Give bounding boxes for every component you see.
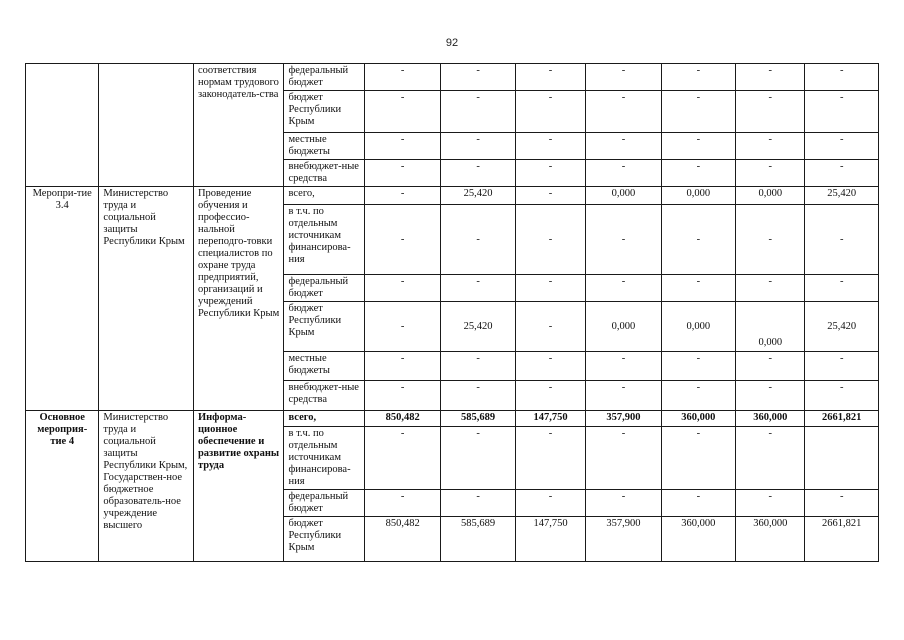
value-cell: - xyxy=(661,352,735,381)
value-cell: - xyxy=(661,133,735,160)
value-cell: - xyxy=(736,381,805,411)
funding-source-cell: бюджет Республики Крым xyxy=(284,517,364,562)
value-cell: 360,000 xyxy=(736,517,805,562)
funding-source-cell: всего, xyxy=(284,411,364,427)
value-cell: - xyxy=(515,160,585,187)
value-cell: - xyxy=(364,381,440,411)
value-cell: - xyxy=(441,160,515,187)
value-cell: - xyxy=(441,133,515,160)
value-cell: - xyxy=(736,275,805,302)
value-cell: - xyxy=(441,64,515,91)
value-cell: 0,000 xyxy=(661,302,735,352)
value-cell: - xyxy=(661,490,735,517)
table-row xyxy=(26,187,879,205)
value-cell: 2661,821 xyxy=(805,517,879,562)
value-cell: - xyxy=(441,427,515,490)
value-cell: 357,900 xyxy=(586,411,661,427)
value-cell: - xyxy=(441,381,515,411)
value-cell: - xyxy=(736,91,805,133)
value-cell: 0,000 xyxy=(736,187,805,205)
executor-cell: Министерство труда и социальной защиты Республики Крым xyxy=(99,187,194,411)
value-cell: 850,482 xyxy=(364,411,440,427)
value-cell: - xyxy=(364,133,440,160)
value-cell: 147,750 xyxy=(515,411,585,427)
value-cell: - xyxy=(441,205,515,275)
value-cell: - xyxy=(805,205,879,275)
funding-source-cell: бюджет Республики Крым xyxy=(284,302,364,352)
value-cell: - xyxy=(515,381,585,411)
value-cell xyxy=(805,427,879,490)
value-cell: - xyxy=(441,275,515,302)
value-cell: - xyxy=(661,381,735,411)
value-cell: - xyxy=(805,133,879,160)
budget-table xyxy=(25,63,879,562)
funding-source-cell: федеральный бюджет xyxy=(284,64,364,91)
value-cell: - xyxy=(805,275,879,302)
value-cell: - xyxy=(586,133,661,160)
table-row xyxy=(26,64,879,91)
funding-source-cell: в т.ч. по отдельным источникам финансирова-ния xyxy=(284,205,364,275)
value-cell: - xyxy=(515,275,585,302)
value-cell: - xyxy=(805,160,879,187)
value-cell: - xyxy=(661,160,735,187)
value-cell: - xyxy=(364,302,440,352)
value-cell: 357,900 xyxy=(586,517,661,562)
funding-source-cell: всего, xyxy=(284,187,364,205)
value-cell: 0,000 xyxy=(661,187,735,205)
value-cell: - xyxy=(586,490,661,517)
value-cell: - xyxy=(586,381,661,411)
value-cell: - xyxy=(736,427,805,490)
value-cell: 585,689 xyxy=(441,517,515,562)
value-cell: 585,689 xyxy=(441,411,515,427)
value-cell: - xyxy=(515,64,585,91)
value-cell: - xyxy=(586,352,661,381)
value-cell: - xyxy=(364,187,440,205)
value-cell: - xyxy=(805,352,879,381)
value-cell: 2661,821 xyxy=(805,411,879,427)
value-cell: - xyxy=(805,381,879,411)
value-cell: 0,000 xyxy=(586,302,661,352)
value-cell: - xyxy=(515,490,585,517)
value-cell: - xyxy=(515,427,585,490)
value-cell: 25,420 xyxy=(805,187,879,205)
value-cell: - xyxy=(364,427,440,490)
value-cell: 360,000 xyxy=(736,411,805,427)
value-cell: - xyxy=(441,490,515,517)
value-cell: 0,000 xyxy=(736,302,805,352)
value-cell: - xyxy=(661,427,735,490)
value-cell: - xyxy=(364,275,440,302)
value-cell: - xyxy=(364,205,440,275)
budget-table-body xyxy=(26,64,879,562)
value-cell: - xyxy=(736,64,805,91)
value-cell: - xyxy=(661,275,735,302)
value-cell: - xyxy=(586,64,661,91)
funding-source-cell: внебюджет-ные средства xyxy=(284,381,364,411)
executor-cell: Министерство труда и социальной защиты Республики Крым, Государствен-ное бюджетное образователь-ное учреждение высшего xyxy=(99,411,194,562)
value-cell: 25,420 xyxy=(441,187,515,205)
value-cell: - xyxy=(661,64,735,91)
description-cell: Информа-ционное обеспечение и развитие охраны труда xyxy=(193,411,284,562)
value-cell: - xyxy=(364,91,440,133)
value-cell: - xyxy=(586,91,661,133)
value-cell: - xyxy=(736,205,805,275)
value-cell: - xyxy=(586,205,661,275)
value-cell: - xyxy=(364,64,440,91)
funding-source-cell: местные бюджеты xyxy=(284,352,364,381)
value-cell: - xyxy=(736,133,805,160)
funding-source-cell: в т.ч. по отдельным источникам финансирова-ния xyxy=(284,427,364,490)
value-cell: - xyxy=(805,490,879,517)
executor-cell xyxy=(99,64,194,187)
page-number: 92 xyxy=(445,37,459,49)
value-cell: - xyxy=(515,133,585,160)
description-cell: соответствия нормам трудового законодатель-ства xyxy=(193,64,284,187)
funding-source-cell: бюджет Республики Крым xyxy=(284,91,364,133)
value-cell: - xyxy=(805,64,879,91)
value-cell: - xyxy=(515,352,585,381)
value-cell: - xyxy=(736,490,805,517)
value-cell: - xyxy=(661,91,735,133)
value-cell: - xyxy=(441,91,515,133)
value-cell: - xyxy=(586,160,661,187)
description-cell: Проведение обучения и профессио-нальной переподго-товки специалистов по охране труда предприятий, организаций и учреждений Республики Крым xyxy=(193,187,284,411)
value-cell: 147,750 xyxy=(515,517,585,562)
value-cell: - xyxy=(515,205,585,275)
value-cell: - xyxy=(805,91,879,133)
value-cell: - xyxy=(364,160,440,187)
value-cell: 0,000 xyxy=(586,187,661,205)
funding-source-cell: федеральный бюджет xyxy=(284,275,364,302)
value-cell: - xyxy=(364,352,440,381)
value-cell: - xyxy=(586,275,661,302)
value-cell: 25,420 xyxy=(805,302,879,352)
measure-title xyxy=(26,64,99,187)
value-cell: - xyxy=(515,187,585,205)
funding-source-cell: внебюджет-ные средства xyxy=(284,160,364,187)
funding-source-cell: федеральный бюджет xyxy=(284,490,364,517)
value-cell: - xyxy=(441,352,515,381)
value-cell: 360,000 xyxy=(661,517,735,562)
value-cell: 25,420 xyxy=(441,302,515,352)
value-cell: - xyxy=(586,427,661,490)
value-cell: 850,482 xyxy=(364,517,440,562)
value-cell: - xyxy=(515,91,585,133)
value-cell: 360,000 xyxy=(661,411,735,427)
measure-title: Основное мероприя-тие 4 xyxy=(26,411,99,562)
value-cell: - xyxy=(661,205,735,275)
funding-source-cell: местные бюджеты xyxy=(284,133,364,160)
measure-title: Меропри-тие 3.4 xyxy=(26,187,99,411)
table-row xyxy=(26,411,879,427)
value-cell: - xyxy=(515,302,585,352)
value-cell: - xyxy=(736,160,805,187)
value-cell: - xyxy=(736,352,805,381)
value-cell: - xyxy=(364,490,440,517)
